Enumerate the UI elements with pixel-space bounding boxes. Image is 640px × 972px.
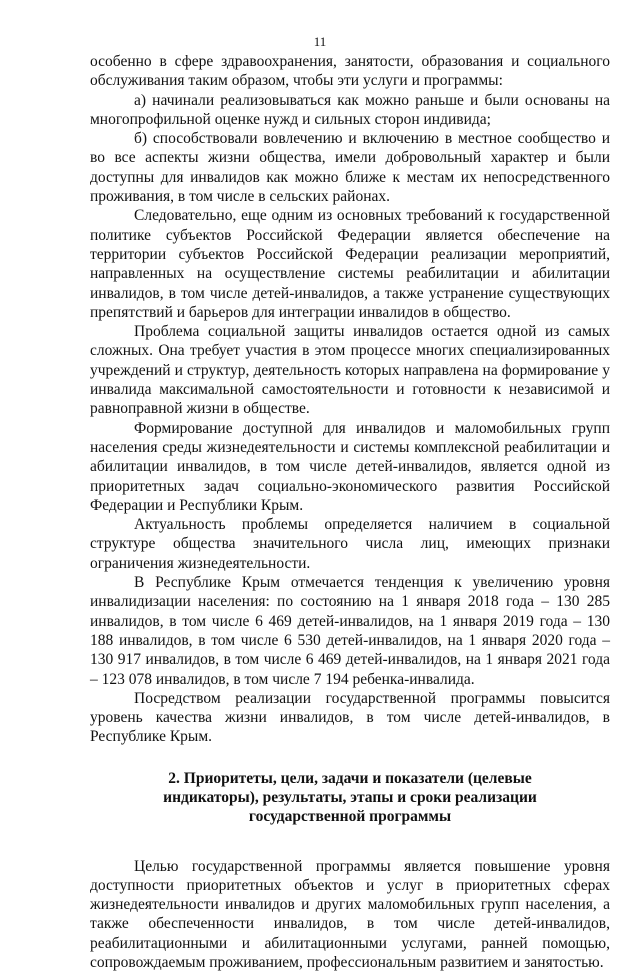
paragraph: Целью государственной программы является повышение уровня доступности приоритетных объектов и услуг в приоритетных сферах жизнедеятельности инвалидов и других маломобильных групп населения, а также обеспеченности инвалидов, в том числе детей-инвалидов, реабилитационными и абилитационными услугами, ранней помощью, сопровождаемым проживанием, профессиональным развитием и занятостью.	[90, 857, 610, 972]
page-number: 11	[313, 34, 327, 49]
paragraph: Актуальность проблемы определяется наличием в социальной структуре общества значительного числа лиц, имеющих признаки ограничения жизнедеятельности.	[90, 516, 610, 572]
paragraph: особенно в сфере здравоохранения, занятости, образования и социального обслуживания таким образом, чтобы эти услуги и программы:	[90, 53, 610, 90]
paragraph: б) способствовали вовлечению и включению в местное сообщество и во все аспекты жизни общества, имели добровольный характер и были доступны для инвалидов как можно ближе к местам их непосредственного проживания, в том числе в сельских районах.	[90, 130, 610, 206]
paragraph: В Республике Крым отмечается тенденция к увеличению уровня инвалидизации населения: по состоянию на 1 января 2018 года – 130 285 инвалидов, в том числе 6 469 детей-инвалидов, на 1 января 2019 года – 130 188 инвалидов, в том числе 6 530 детей-инвалидов, на 1 января 2020 года – 130 917 инвалидов, в том числе 6 469 детей-инвалидов, на 1 января 2021 года – 123 078 инвалидов, в том числе 7 194 ребенка-инвалида.	[90, 574, 610, 688]
paragraph: Следовательно, еще одним из основных требований к государственной политике субъектов Российской Федерации является обеспечение на территории субъектов Российской Федерации реализации мероприятий, направленных на осуществление системы реабилитации и абилитации инвалидов, в том числе детей-инвалидов, а также устранение существующих препятствий и барьеров для интеграции инвалидов в общество.	[90, 207, 610, 321]
document-body	[90, 52, 610, 972]
paragraph: а) начинали реализовываться как можно раньше и были основаны на многопрофильной оценке нужд и сильных сторон индивида;	[90, 91, 610, 128]
paragraph: Формирование доступной для инвалидов и маломобильных групп населения среды жизнедеятельности и системы комплексной реабилитации и абилитации инвалидов, в том числе детей-инвалидов, является одной из приоритетных задач социально-экономического развития Российской Федерации и Республики Крым.	[90, 419, 610, 514]
paragraph: Проблема социальной защиты инвалидов остается одной из самых сложных. Она требует участия в этом процессе многих специализированных учреждений и структур, деятельность которых направлена на формирование у инвалида максимальной самостоятельности и готовности к независимой и равноправной жизни в обществе.	[90, 323, 610, 418]
paragraph: Посредством реализации государственной программы повысится уровень качества жизни инвалидов, в том числе детей-инвалидов, в Республике Крым.	[90, 689, 610, 746]
section-heading: 2. Приоритеты, цели, задачи и показатели (целевые индикаторы), результаты, этапы и сроки реализации государственной программы	[163, 769, 537, 826]
